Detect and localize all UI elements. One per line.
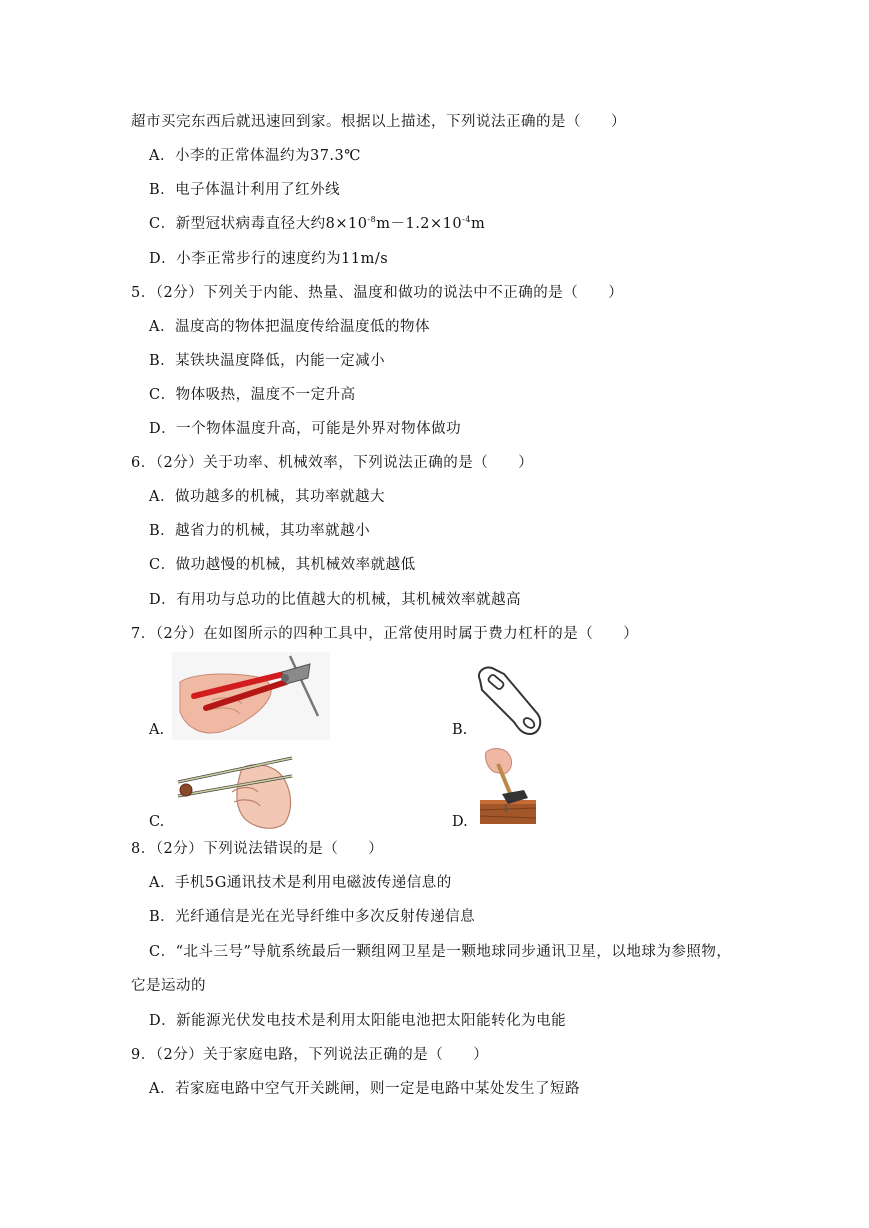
chopsticks-image: [172, 752, 296, 832]
q6-option-d: D．有用功与总功的比值越大的机械，其机械效率就越高: [149, 592, 522, 608]
q4-option-c: C．新型冠状病毒直径大约$8\times 10^{-8}m-1.2\times 10^{-4}m$: [149, 215, 486, 232]
q8-option-a: A．手机5G通讯技术是利用电磁波传递信息的: [149, 875, 452, 891]
q6-option-a: A．做功越多的机械，其功率就越大: [149, 489, 385, 505]
hammer-image: [476, 746, 540, 826]
q8-option-c-line2: 它是运动的: [131, 978, 206, 994]
q8-option-d: D．新能源光伏发电技术是利用太阳能电池把太阳能转化为电能: [149, 1013, 567, 1029]
q6-stem: 6．（2分）关于功率、机械效率，下列说法正确的是（ ）: [131, 455, 534, 471]
q7-stem: 7．（2分）在如图所示的四种工具中，正常使用时属于费力杠杆的是（ ）: [131, 626, 639, 642]
q4-option-d: D．小李正常步行的速度约为11m/s: [149, 251, 389, 267]
q5-option-b: B．某铁块温度降低，内能一定减小: [149, 353, 386, 369]
q6-option-b: B．越省力的机械，其功率就越小: [149, 523, 371, 539]
q4-option-b: B．电子体温计利用了红外线: [149, 182, 341, 198]
q7-option-d-label: D.: [452, 814, 468, 830]
q7-option-a-label: A.: [149, 722, 165, 738]
q4-option-a: A．小李的正常体温约为37.3℃: [149, 148, 361, 164]
q5-stem: 5．（2分）下列关于内能、热量、温度和做功的说法中不正确的是（ ）: [131, 285, 624, 301]
bottle-opener-image: [474, 664, 548, 738]
q8-stem: 8．（2分）下列说法错误的是（ ）: [131, 841, 384, 857]
pliers-image: [172, 652, 330, 740]
q5-option-c: C．物体吸热，温度不一定升高: [149, 387, 356, 403]
q5-option-d: D．一个物体温度升高，可能是外界对物体做功: [149, 421, 462, 437]
q9-stem: 9．（2分）关于家庭电路，下列说法正确的是（ ）: [131, 1047, 489, 1063]
q5-option-a: A．温度高的物体把温度传给温度低的物体: [149, 319, 430, 335]
q7-option-c-label: C.: [149, 814, 165, 830]
q7-option-b-label: B.: [452, 722, 468, 738]
q8-option-c-line1: C．“北斗三号”导航系统最后一颗组网卫星是一颗地球同步通讯卫星，以地球为参照物，: [149, 944, 732, 960]
q9-option-a: A．若家庭电路中空气开关跳闸，则一定是电路中某处发生了短路: [149, 1081, 580, 1097]
q4-stem-continuation: 超市买完东西后就迅速回到家。根据以上描述，下列说法正确的是（ ）: [131, 114, 626, 130]
q8-option-b: B．光纤通信是光在光导纤维中多次反射传递信息: [149, 909, 476, 925]
q6-option-c: C．做功越慢的机械，其机械效率就越低: [149, 557, 416, 573]
